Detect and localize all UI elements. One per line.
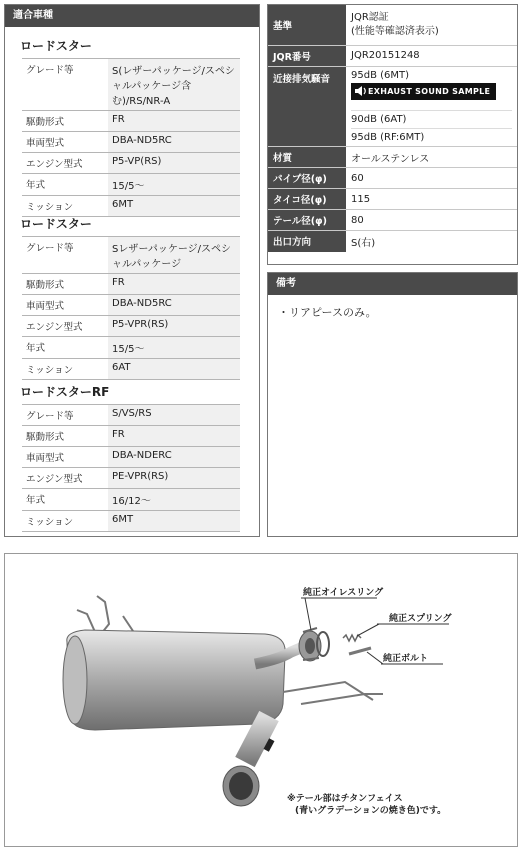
vehicle-row xyxy=(22,196,240,217)
vehicle-table xyxy=(22,404,240,532)
diagram-panel xyxy=(4,553,518,847)
vehicle-value: 15/5〜 xyxy=(108,337,240,359)
vehicle-key: ミッション xyxy=(22,511,108,532)
vehicle-key: 駆動形式 xyxy=(22,426,108,447)
spec-row-pipe xyxy=(268,168,517,189)
vehicle-value: 16/12〜 xyxy=(108,489,240,511)
vehicle-value: DBA-ND5RC xyxy=(108,295,240,316)
vehicle-row xyxy=(22,489,240,511)
spec-row-noise xyxy=(268,66,517,147)
spec-value: JQR20151248 xyxy=(346,45,517,66)
compat-header: 適合車種 xyxy=(5,5,259,27)
vehicle-group xyxy=(5,37,259,217)
spec-key: 材質 xyxy=(268,147,346,168)
vehicle-row xyxy=(22,237,240,274)
vehicle-value: P5-VPR(RS) xyxy=(108,316,240,337)
vehicle-key: 年式 xyxy=(22,489,108,511)
vehicle-table xyxy=(22,58,240,217)
vehicle-key: ミッション xyxy=(22,359,108,380)
vehicle-value: 6MT xyxy=(108,196,240,217)
vehicle-row xyxy=(22,468,240,489)
spec-row-standard xyxy=(268,5,517,45)
vehicle-key: 年式 xyxy=(22,174,108,196)
label-spring: 純正スプリング xyxy=(389,614,452,624)
vehicle-key: 車両型式 xyxy=(22,447,108,468)
vehicle-key: グレード等 xyxy=(22,405,108,426)
vehicle-value: 6MT xyxy=(108,511,240,532)
noise-6at: 90dB (6AT) xyxy=(351,110,512,128)
vehicle-row xyxy=(22,359,240,380)
vehicle-row xyxy=(22,337,240,359)
vehicle-key: グレード等 xyxy=(22,59,108,111)
spec-key: パイプ径(φ) xyxy=(268,168,346,189)
vehicle-group xyxy=(5,383,259,532)
vehicle-value: 6AT xyxy=(108,359,240,380)
spec-row-tail xyxy=(268,210,517,231)
spec-row-material xyxy=(268,147,517,168)
spec-value: 115 xyxy=(346,189,517,210)
vehicle-key: エンジン型式 xyxy=(22,316,108,337)
vehicle-table xyxy=(22,236,240,380)
compat-panel xyxy=(4,4,260,537)
vehicle-group-title: ロードスター xyxy=(20,217,92,231)
spec-key: 基準 xyxy=(268,5,346,45)
vehicle-value: S(レザーパッケージ/スペシャルパッケージ含む)/RS/NR-A xyxy=(108,59,240,111)
vehicle-value: Sレザーパッケージ/スペシャルパッケージ xyxy=(108,237,240,274)
vehicle-row xyxy=(22,511,240,532)
spec-value: 60 xyxy=(346,168,517,189)
vehicle-row xyxy=(22,59,240,111)
vehicle-row xyxy=(22,132,240,153)
spec-panel xyxy=(267,4,518,265)
vehicle-value: 15/5〜 xyxy=(108,174,240,196)
notes-panel xyxy=(267,272,518,537)
vehicle-value: PE-VPR(RS) xyxy=(108,468,240,489)
vehicle-row xyxy=(22,405,240,426)
vehicle-key: エンジン型式 xyxy=(22,153,108,174)
vehicle-row xyxy=(22,295,240,316)
vehicle-row xyxy=(22,174,240,196)
spec-value: オールステンレス xyxy=(346,147,517,168)
vehicle-value: DBA-NDERC xyxy=(108,447,240,468)
spec-key: テール径(φ) xyxy=(268,210,346,231)
vehicle-key: 車両型式 xyxy=(22,295,108,316)
spec-key: 出口方向 xyxy=(268,231,346,252)
vehicle-value: FR xyxy=(108,274,240,295)
notes-header: 備考 xyxy=(268,273,517,295)
vehicle-value: S/VS/RS xyxy=(108,405,240,426)
exhaust-sound-label: EXHAUST SOUND SAMPLE xyxy=(368,86,491,96)
vehicle-row xyxy=(22,426,240,447)
vehicle-value: FR xyxy=(108,111,240,132)
vehicle-key: グレード等 xyxy=(22,237,108,274)
vehicle-value: DBA-ND5RC xyxy=(108,132,240,153)
notes-text: ・リアピースのみ。 xyxy=(278,306,377,319)
noise-rf: 95dB (RF:6MT) xyxy=(351,128,512,146)
noise-6mt: 95dB (6MT) xyxy=(351,69,410,81)
vehicle-key: 駆動形式 xyxy=(22,274,108,295)
label-oil-ring: 純正オイレスリング xyxy=(303,588,384,598)
vehicle-group-title: ロードスターRF xyxy=(20,385,110,399)
vehicle-group-title: ロードスター xyxy=(20,39,92,53)
vehicle-value: FR xyxy=(108,426,240,447)
vehicle-row xyxy=(22,153,240,174)
spec-key: 近接排気騒音 xyxy=(268,66,346,147)
vehicle-row xyxy=(22,274,240,295)
vehicle-row xyxy=(22,316,240,337)
spec-std-line1: JQR認証 xyxy=(351,11,389,23)
vehicle-key: ミッション xyxy=(22,196,108,217)
vehicle-key: 年式 xyxy=(22,337,108,359)
spec-row-jqr xyxy=(268,45,517,66)
caption-line2: (青いグラデーションの焼き色)です。 xyxy=(295,806,447,816)
exhaust-sound-button[interactable] xyxy=(351,83,496,100)
vehicle-key: エンジン型式 xyxy=(22,468,108,489)
caption-line1: ※テール部はチタンフェイス xyxy=(287,794,403,804)
speaker-icon xyxy=(354,85,368,97)
vehicle-value: P5-VP(RS) xyxy=(108,153,240,174)
spec-row-outlet xyxy=(268,231,517,252)
spec-row-tiko xyxy=(268,189,517,210)
spec-value: S(右) xyxy=(346,231,517,252)
vehicle-group xyxy=(5,215,259,380)
vehicle-row xyxy=(22,447,240,468)
spec-key: タイコ径(φ) xyxy=(268,189,346,210)
spec-table xyxy=(268,5,517,252)
spec-std-line2: (性能等確認済表示) xyxy=(351,25,439,37)
vehicle-key: 駆動形式 xyxy=(22,111,108,132)
spec-value: 80 xyxy=(346,210,517,231)
spec-key: JQR番号 xyxy=(268,45,346,66)
vehicle-key: 車両型式 xyxy=(22,132,108,153)
label-bolt: 純正ボルト xyxy=(383,654,429,664)
vehicle-row xyxy=(22,111,240,132)
